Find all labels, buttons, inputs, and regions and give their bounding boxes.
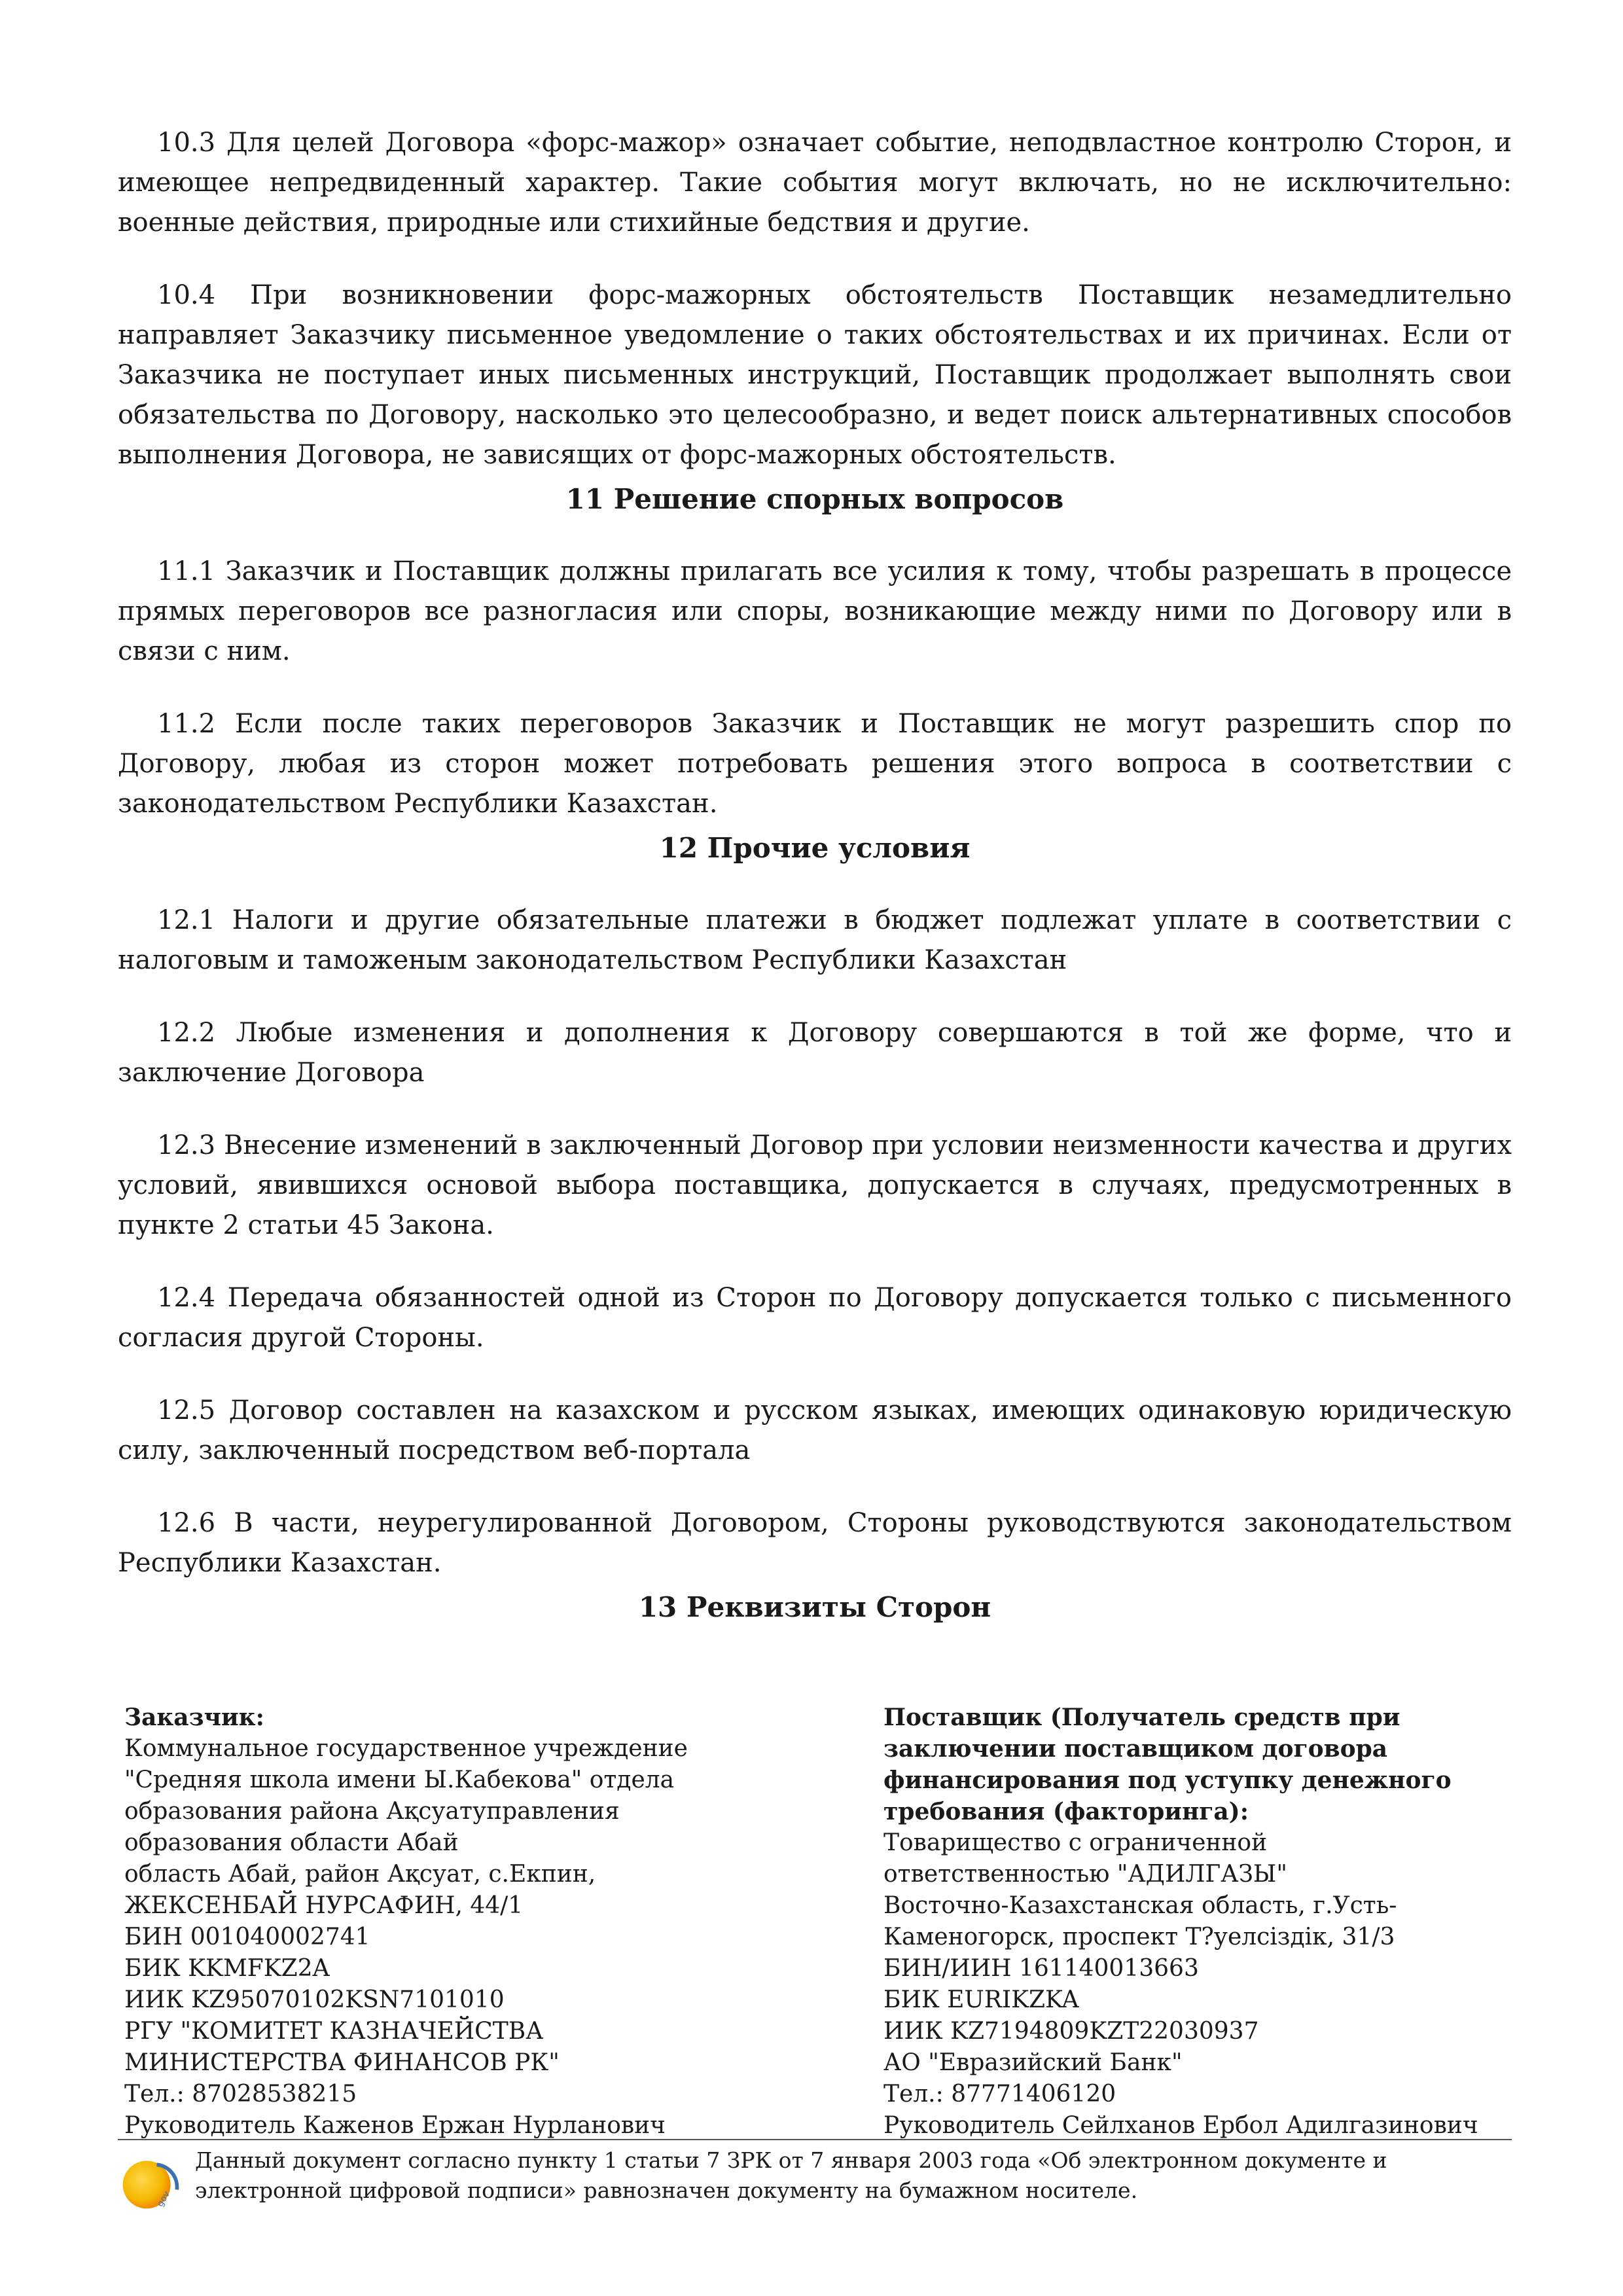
paragraph-12-6: 12.6 В части, неурегулированной Договором, Стороны руководствуются законодательством Республики Казахстан. — [118, 1508, 1512, 1578]
supplier-bik: БИК EURIKZKA — [883, 1986, 1079, 2013]
customer-iik: ИИК KZ95070102KSN7101010 — [124, 1986, 505, 2013]
legal-notice-line: электронной цифровой подписи» равнозначен документу на бумажном носителе. — [195, 2178, 1138, 2203]
supplier-requisites — [883, 1702, 1512, 2142]
supplier-header: заключении поставщиком договора — [883, 1735, 1388, 1763]
supplier-head: Руководитель Сейлханов Ербол Адилгазинович — [883, 2112, 1478, 2139]
supplier-line: ответственностью "АДИЛГАЗЫ" — [883, 1861, 1287, 1888]
paragraph-12-2: 12.2 Любые изменения и дополнения к Договору совершаются в той же форме, что и заключение Договора — [118, 1018, 1512, 1088]
section-13-title: 13 Реквизиты Сторон — [638, 1591, 991, 1623]
paragraph-12-1: 12.1 Налоги и другие обязательные платежи в бюджет подлежат уплате в соответствии с налоговым и таможеным законодательством Республики Казахстан — [118, 905, 1512, 975]
paragraph-10-4: 10.4 При возникновении форс-мажорных обстоятельств Поставщик незамедлительно направляет Заказчику письменное уведомление о таких обстоятельствах и их причинах. Если от Заказчика не поступает иных письменных инструкций, Поставщик продолжает выполнять свои обязательства по Договору, насколько это целесообразно, и ведет поиск альтернативных способов выполнения Договора, не зависящих от форс-мажорных обстоятельств. — [118, 280, 1512, 470]
customer-head: Руководитель Каженов Ержан Нурланович — [124, 2112, 666, 2139]
legal-notice — [195, 2145, 1504, 2206]
supplier-bin: БИН/ИИН 161140013663 — [883, 1955, 1199, 1982]
customer-line: образования области Абай — [124, 1829, 459, 1856]
section-11-title: 11 Решение спорных вопросов — [565, 483, 1064, 515]
supplier-phone: Тел.: 87771406120 — [883, 2081, 1116, 2108]
supplier-header: Поставщик (Получатель средств при — [883, 1704, 1400, 1731]
customer-bin: БИН 001040002741 — [124, 1924, 370, 1950]
document-body — [118, 123, 1512, 1660]
paragraph-12-3: 12.3 Внесение изменений в заключенный Договор при условии неизменности качества и других условий, явившихся основой выбора поставщика, допускается в случаях, предусмотренных в пункте 2 статьи 45 Закона. — [118, 1130, 1512, 1240]
customer-line: образования района Ақсуатуправления — [124, 1798, 620, 1825]
customer-header: Заказчик: — [124, 1704, 264, 1731]
paragraph-12-4: 12.4 Передача обязанностей одной из Сторон по Договору допускается только с письменного согласия другой Стороны. — [118, 1283, 1512, 1353]
supplier-header: финансирования под уступку денежного — [883, 1767, 1452, 1794]
supplier-iik: ИИК KZ7194809KZT22030937 — [883, 2018, 1259, 2045]
customer-phone: Тел.: 87028538215 — [124, 2081, 357, 2108]
customer-requisites — [118, 1702, 812, 2142]
supplier-header: требования (факторинга): — [883, 1798, 1249, 1825]
svg-text:gov: gov — [155, 2189, 173, 2209]
supplier-line: Товарищество с ограниченной — [883, 1829, 1268, 1856]
supplier-address: Каменогорск, проспект Т?уелсіздік, 31/3 — [883, 1924, 1395, 1950]
paragraph-12-5: 12.5 Договор составлен на казахском и русском языках, имеющих одинаковую юридическую силу, заключенный посредством веб-портала — [118, 1395, 1512, 1465]
party-requisites — [118, 1702, 1512, 2142]
egov-sun-logo-icon — [118, 2152, 181, 2215]
paragraph-10-3: 10.3 Для целей Договора «форс-мажор» означает событие, неподвластное контролю Сторон, и имеющее непредвиденный характер. Такие события могут включать, но не исключительно: военные действия, природные или стихийные бедствия и другие. — [118, 128, 1512, 238]
customer-address: ЖЕКСЕНБАЙ НУРСАФИН, 44/1 — [124, 1892, 524, 1919]
customer-line: "Средняя школа имени Ы.Кабекова" отдела — [124, 1767, 675, 1793]
paragraph-11-2: 11.2 Если после таких переговоров Заказчик и Поставщик не могут разрешить спор по Договору, любая из сторон может потребовать решения этого вопроса в соответствии с законодательством Республики Казахстан. — [118, 709, 1512, 819]
customer-bik: БИК KKMFKZ2A — [124, 1955, 330, 1982]
legal-notice-line: Данный документ согласно пункту 1 статьи 7 ЗРК от 7 января 2003 года «Об электронном документе и — [195, 2147, 1387, 2173]
customer-bank: РГУ "КОМИТЕТ КАЗНАЧЕЙСТВА — [124, 2018, 544, 2045]
section-12-title: 12 Прочие условия — [659, 832, 971, 864]
customer-bank: МИНИСТЕРСТВА ФИНАНСОВ РК" — [124, 2049, 560, 2076]
supplier-bank: АО "Евразийский Банк" — [883, 2049, 1183, 2076]
footer — [118, 2145, 1512, 2217]
customer-address: область Абай, район Ақсуат, с.Екпин, — [124, 1861, 596, 1888]
footer-divider — [118, 2139, 1512, 2140]
supplier-address: Восточно-Казахстанская область, г.Усть- — [883, 1892, 1397, 1919]
customer-line: Коммунальное государственное учреждение — [124, 1735, 688, 1762]
paragraph-11-1: 11.1 Заказчик и Поставщик должны прилагать все усилия к тому, чтобы разрешать в процессе прямых переговоров все разногласия или споры, возникающие между ними по Договору или в связи с ним. — [118, 556, 1512, 666]
